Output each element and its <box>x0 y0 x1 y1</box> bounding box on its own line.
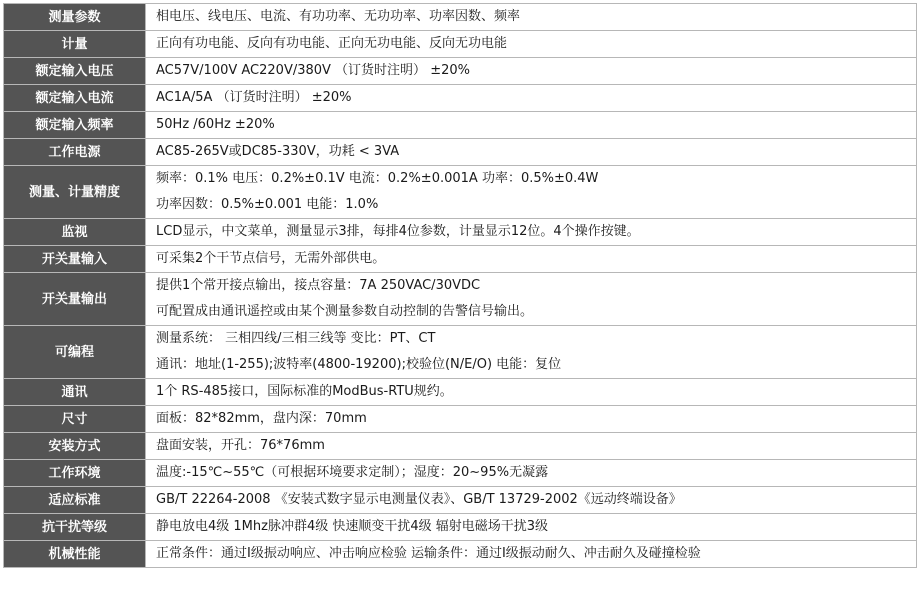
row-label: 开关量输出 <box>4 273 146 326</box>
row-label: 可编程 <box>4 326 146 379</box>
table-row <box>4 31 917 58</box>
row-label: 抗干扰等级 <box>4 514 146 541</box>
row-value <box>146 379 917 406</box>
table-row <box>4 4 917 31</box>
spec-table <box>3 3 917 568</box>
row-value <box>146 433 917 460</box>
row-value <box>146 166 917 219</box>
row-value <box>146 406 917 433</box>
row-value <box>146 460 917 487</box>
value-line: LCD显示，中文菜单，测量显示3排，每排4位参数，计量显示12位。4个操作按键。 <box>156 224 640 239</box>
table-row <box>4 219 917 246</box>
value-line: 相电压、线电压、电流、有功功率、无功功率、功率因数、频率 <box>156 9 521 24</box>
value-line: 可采集2个干节点信号，无需外部供电。 <box>156 251 386 266</box>
table-row <box>4 487 917 514</box>
row-value <box>146 85 917 112</box>
table-row <box>4 433 917 460</box>
row-value <box>146 219 917 246</box>
value-line: 频率：0.1% 电压：0.2%±0.1V 电流：0.2%±0.001A 功率：0.5%±0.4W <box>156 171 599 186</box>
value-line: 盘面安装，开孔：76*76mm <box>156 438 325 453</box>
value-line: 正向有功电能、反向有功电能、正向无功电能、反向无功电能 <box>156 36 508 51</box>
value-line: 可配置成由通讯遥控或由某个测量参数自动控制的告警信号输出。 <box>156 304 534 319</box>
row-value <box>146 487 917 514</box>
row-label: 额定输入电流 <box>4 85 146 112</box>
row-label: 额定输入频率 <box>4 112 146 139</box>
row-label: 工作电源 <box>4 139 146 166</box>
value-line: 功率因数：0.5%±0.001 电能：1.0% <box>156 197 379 212</box>
row-label: 机械性能 <box>4 541 146 568</box>
row-label: 监视 <box>4 219 146 246</box>
row-value <box>146 514 917 541</box>
table-row <box>4 166 917 219</box>
row-label: 适应标准 <box>4 487 146 514</box>
table-row <box>4 541 917 568</box>
value-line: 50Hz /60Hz ±20% <box>156 117 275 132</box>
row-value <box>146 112 917 139</box>
value-line: 静电放电4级 1Mhz脉冲群4级 快速顺变干扰4级 辐射电磁场干扰3级 <box>156 519 549 534</box>
row-label: 测量参数 <box>4 4 146 31</box>
value-line: AC85-265V或DC85-330V，功耗 < 3VA <box>156 144 400 159</box>
table-row <box>4 273 917 326</box>
row-label: 尺寸 <box>4 406 146 433</box>
row-value <box>146 31 917 58</box>
row-value <box>146 273 917 326</box>
value-line: AC57V/100V AC220V/380V （订货时注明） ±20% <box>156 63 470 78</box>
row-value <box>146 541 917 568</box>
table-row <box>4 326 917 379</box>
row-label: 通讯 <box>4 379 146 406</box>
table-row <box>4 460 917 487</box>
table-row <box>4 246 917 273</box>
row-label: 开关量输入 <box>4 246 146 273</box>
table-row <box>4 139 917 166</box>
row-label: 额定输入电压 <box>4 58 146 85</box>
row-label: 工作环境 <box>4 460 146 487</box>
table-row <box>4 514 917 541</box>
value-line: GB/T 22264-2008 《安装式数字显示电测量仪表》、GB/T 13729-2002《远动终端设备》 <box>156 492 682 507</box>
table-row <box>4 406 917 433</box>
row-value <box>146 4 917 31</box>
row-value <box>146 246 917 273</box>
row-label: 测量、计量精度 <box>4 166 146 219</box>
value-line: 温度:-15℃~55℃（可根据环境要求定制）；湿度：20~95%无凝露 <box>156 465 549 480</box>
row-label: 计量 <box>4 31 146 58</box>
row-value <box>146 326 917 379</box>
row-value <box>146 58 917 85</box>
table-row <box>4 85 917 112</box>
table-row <box>4 58 917 85</box>
value-line: 提供1个常开接点输出，接点容量：7A 250VAC/30VDC <box>156 278 481 293</box>
table-row <box>4 379 917 406</box>
table-row <box>4 112 917 139</box>
value-line: 正常条件：通过I级振动响应、冲击响应检验 运输条件：通过I级振动耐久、冲击耐久及碰撞检验 <box>156 546 701 561</box>
value-line: AC1A/5A （订货时注明） ±20% <box>156 90 352 105</box>
value-line: 通讯：地址(1-255);波特率(4800-19200);校验位(N/E/O) 电能：复位 <box>156 357 562 372</box>
value-line: 1个 RS-485接口，国际标准的ModBus-RTU规约。 <box>156 384 453 399</box>
row-label: 安装方式 <box>4 433 146 460</box>
value-line: 面板：82*82mm，盘内深：70mm <box>156 411 367 426</box>
row-value <box>146 139 917 166</box>
value-line: 测量系统： 三相四线/三相三线等 变比：PT、CT <box>156 331 436 346</box>
